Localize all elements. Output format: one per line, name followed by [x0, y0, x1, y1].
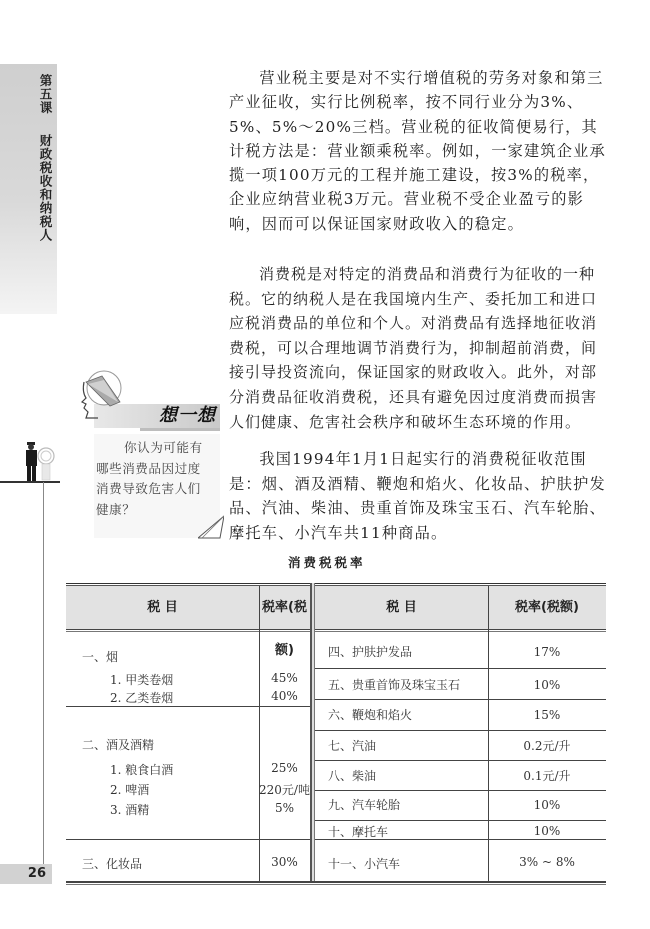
rate-class-a-cigarettes: 45%	[271, 671, 298, 685]
row-divider	[315, 699, 606, 700]
table-header-rule	[66, 629, 606, 632]
row-divider	[66, 706, 310, 707]
group-tobacco: 一、烟	[82, 650, 119, 664]
margin-rule-horizontal	[0, 481, 60, 483]
rate-small-cars: 3% ~ 8%	[519, 855, 575, 869]
item-fireworks: 六、鞭炮和焰火	[328, 708, 413, 722]
rate-beer: 220元/吨	[259, 783, 310, 797]
item-skin-hair-care: 四、护肤护发品	[328, 645, 413, 659]
item-motorcycles: 十、摩托车	[328, 825, 389, 839]
header-item-left: 税 目	[147, 600, 178, 615]
item-gasoline: 七、汽油	[328, 739, 377, 753]
rate-diesel: 0.1元/升	[523, 769, 571, 783]
taxman-figure-icon	[24, 438, 64, 482]
column-divider	[259, 586, 260, 882]
paragraph-text: 营业税主要是对不实行增值税的劳务对象和第三产业征收，实行比例税率，按不同行业分为3%、5%、5%～20%三档。营业税的征收简便易行，其计税方法是：营业额乘税率。例如，一家建筑企业承揽一项100万元的工程并施工建设，按3%的税率，企业应纳营业税3万元。营业税不受企业盈亏的影响，因而可以保证国家财政收入的稳定。	[229, 69, 606, 233]
think-title: 想一想	[159, 405, 216, 426]
page-curl-icon	[198, 514, 224, 540]
think-line: 你认为可能有	[124, 440, 203, 455]
consumption-tax-rate-table	[66, 583, 606, 886]
think-header-stripe	[140, 428, 220, 431]
rate-gasoline: 0.2元/升	[523, 739, 571, 753]
page-number: 26	[0, 864, 52, 884]
item-tires: 九、汽车轮胎	[328, 798, 401, 812]
header-rate-left: 税率(税额)	[262, 600, 307, 658]
rate-motorcycles: 10%	[533, 824, 561, 838]
header-rate-right: 税率(税额)	[515, 600, 579, 615]
think-line: 健康？	[96, 501, 136, 517]
item-class-b-cigarettes: 2. 乙类卷烟	[110, 691, 174, 705]
table-center-divider	[310, 583, 315, 883]
paragraph-consumption-tax	[229, 262, 609, 434]
rate-class-b-cigarettes: 40%	[271, 689, 298, 703]
row-divider	[315, 820, 606, 821]
row-divider	[315, 668, 606, 669]
rate-tires: 10%	[533, 798, 561, 812]
rate-jewelry: 10%	[533, 678, 561, 692]
item-class-a-cigarettes: 1. 甲类卷烟	[110, 673, 174, 687]
row-divider	[315, 730, 606, 731]
table-caption: 消费税税率	[288, 555, 366, 570]
item-alcohol: 3. 酒精	[110, 803, 150, 817]
row-divider	[315, 760, 606, 761]
rate-grain-liquor: 25%	[271, 761, 298, 775]
think-line: 哪些消费品因过度	[96, 460, 201, 476]
paragraph-tax-scope	[229, 447, 609, 545]
rate-skin-hair-care: 17%	[533, 645, 561, 659]
rate-cosmetics: 30%	[271, 855, 298, 869]
margin-rule-vertical	[43, 482, 44, 864]
rate-fireworks: 15%	[533, 708, 561, 722]
row-divider	[66, 839, 310, 840]
item-small-cars: 十一、小汽车	[328, 857, 401, 871]
item-grain-liquor: 1. 粮食白酒	[110, 763, 174, 777]
think-box	[92, 376, 228, 556]
paragraph-text: 消费税是对特定的消费品和消费行为征收的一种税。它的纳税人是在我国境内生产、委托加工和进口应税消费品的单位和个人。对消费品有选择地征收消费税，可以合理地调节消费行为，抑制超前消费，间接引导投资流向，保证国家的财政收入。此外，对部分消费品征收消费税，还具有避免因过度消费而损害人们健康、危害社会秩序和破坏生态环境的作用。	[229, 265, 598, 431]
lesson-title: 财政税收和纳税人	[38, 134, 53, 242]
table-bottom-rule	[66, 881, 606, 885]
header-item-right: 税 目	[386, 600, 417, 615]
row-divider	[315, 790, 606, 791]
group-alcohol: 二、酒及酒精	[82, 738, 155, 752]
paragraph-text: 我国1994年1月1日起实行的消费税征收范围是：烟、酒及酒精、鞭炮和焰火、化妆品、护肤护发品、汽油、柴油、贵重首饰及珠宝玉石、汽车轮胎、摩托车、小汽车共11种商品。	[229, 450, 606, 542]
item-jewelry: 五、贵重首饰及珠宝玉石	[328, 678, 461, 692]
paragraph-business-tax	[229, 66, 609, 236]
think-line: 消费导致危害人们	[96, 481, 201, 496]
rate-alcohol: 5%	[274, 801, 295, 815]
group-cosmetics: 三、化妆品	[82, 857, 143, 871]
lesson-label: 第五课	[38, 74, 53, 115]
item-beer: 2. 啤酒	[110, 783, 150, 797]
item-diesel: 八、柴油	[328, 769, 377, 783]
thinking-head-icon	[74, 368, 124, 424]
think-question	[96, 438, 216, 520]
